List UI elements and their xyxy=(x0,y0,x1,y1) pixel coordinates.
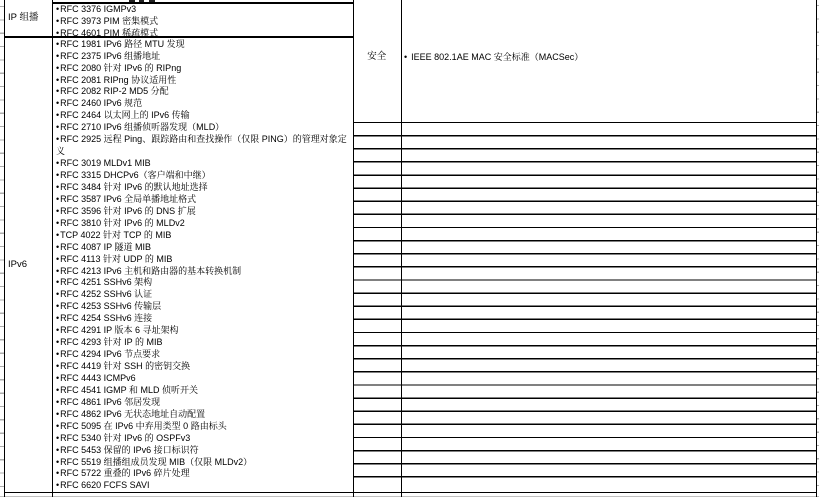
list-item-text: RFC 2375 IPv6 组播地址 xyxy=(60,50,161,61)
bullet-icon: • xyxy=(56,444,60,455)
bullet-icon: • xyxy=(56,134,60,145)
list-item-text: RFC 4601 PIM 稀疏模式 xyxy=(60,28,159,39)
list-item-text: RFC 4113 针对 UDP 的 MIB xyxy=(60,253,173,264)
list-item-text: TCP 4022 针对 TCP 的 MIB xyxy=(60,229,172,240)
list-item-text: RFC 3484 针对 IPv6 的默认地址选择 xyxy=(60,181,208,192)
bullet-icon: • xyxy=(56,181,60,192)
list-item-text: RFC 4251 SSHv6 架构 xyxy=(60,277,153,288)
list-item-text: RFC 2082 RIP-2 MD5 分配 xyxy=(60,86,169,97)
list-item-text: RFC 3810 针对 IPv6 的 MLDv2 xyxy=(60,217,185,228)
bullet-icon: • xyxy=(56,265,60,276)
list-item xyxy=(56,325,349,337)
list-item-text: RFC 3376 IGMPv3 xyxy=(60,3,137,14)
list-item xyxy=(56,170,349,182)
bullet-icon: • xyxy=(56,456,60,467)
bullet-icon: • xyxy=(56,480,60,491)
list-item xyxy=(56,158,349,170)
list-item-text: RFC 5722 重叠的 IPv6 碎片处理 xyxy=(60,468,190,479)
bullet-icon: • xyxy=(56,277,60,288)
list-item-text: RFC 4254 SSHv6 连接 xyxy=(60,313,153,324)
category-label-ip-multicast: IP 组播 xyxy=(8,12,39,23)
list-item-text: RFC 3587 IPv6 全局单播地址格式 xyxy=(60,193,197,204)
bullet-icon: • xyxy=(56,74,60,85)
list-item xyxy=(56,385,349,397)
list-item-text: RFC 4862 IPv6 无状态地址自动配置 xyxy=(60,408,206,419)
list-item xyxy=(56,15,349,27)
bullet-icon: • xyxy=(56,301,60,312)
list-item-text: RFC 5340 针对 IPv6 的 OSPFv3 xyxy=(60,432,191,443)
list-item xyxy=(56,289,349,301)
bullet-icon: • xyxy=(56,408,60,419)
category-label-security: 安全 xyxy=(367,51,387,62)
bullet-icon: • xyxy=(56,50,60,61)
bullet-icon: • xyxy=(56,241,60,252)
bullet-icon: • xyxy=(56,349,60,360)
list-item xyxy=(56,313,349,325)
bullet-icon: • xyxy=(56,325,60,336)
category-cell-security xyxy=(353,0,402,114)
list-item xyxy=(56,266,349,278)
bullet-icon: • xyxy=(56,229,60,240)
bullet-icon: • xyxy=(56,193,60,204)
list-item-text: RFC 3315 DHCPv6（客户端和中继） xyxy=(60,170,211,180)
list-item-text: RFC 3019 MLDv1 MIB xyxy=(60,158,151,169)
list-item-text: RFC 4291 IP 版本 6 寻址架构 xyxy=(60,325,179,336)
list-item xyxy=(56,75,349,87)
list-item-text: RFC 5453 保留的 IPv6 接口标识符 xyxy=(60,444,199,455)
list-item-text: RFC 2081 RIPng 协议适用性 xyxy=(60,74,177,85)
list-item-text: RFC 4253 SSHv6 传输层 xyxy=(60,301,162,312)
bullet-icon: • xyxy=(56,28,60,39)
bullet-icon: • xyxy=(56,170,60,180)
list-item xyxy=(56,110,349,122)
list-item xyxy=(56,86,349,98)
list-item xyxy=(56,218,349,230)
list-item xyxy=(56,194,349,206)
bullet-icon: • xyxy=(56,38,60,49)
bullet-icon: • xyxy=(56,289,60,300)
bullet-icon: • xyxy=(404,51,408,62)
empty-row-grid xyxy=(353,135,818,478)
list-item-text: RFC 4443 ICMPv6 xyxy=(60,372,136,383)
list-item-text: RFC 5519 组播组成员发现 MIB（仅限 MLDv2） xyxy=(60,456,253,467)
list-item-text: RFC 4419 针对 SSH 的密钥交换 xyxy=(60,361,191,371)
bullet-icon: • xyxy=(56,372,60,383)
list-item-text: RFC 4087 IP 隧道 MIB xyxy=(60,241,152,252)
list-item xyxy=(56,361,349,373)
list-item xyxy=(56,51,349,63)
list-item-text: RFC 4213 IPv6 主机和路由器的基本转换机制 xyxy=(60,265,242,276)
list-item xyxy=(56,457,349,469)
list-item xyxy=(56,63,349,75)
ipv6-rfc-list xyxy=(56,39,349,493)
bullet-icon: • xyxy=(56,253,60,264)
category-cell-ip-multicast xyxy=(4,0,56,36)
bullet-icon: • xyxy=(56,15,60,26)
list-item xyxy=(56,230,349,242)
bullet-icon: • xyxy=(56,313,60,324)
list-item-text: RFC 3973 PIM 密集模式 xyxy=(60,15,159,26)
list-item xyxy=(404,52,809,63)
list-item-text: RFC 2464 以太网上的 IPv6 传输 xyxy=(60,110,190,121)
bullet-icon: • xyxy=(56,3,60,14)
list-item-text: RFC 2080 针对 IPv6 的 RIPng xyxy=(60,62,182,73)
list-item-text: RFC 4541 IGMP 和 MLD 侦听开关 xyxy=(60,384,199,395)
list-item-text: RFC 1981 IPv6 路径 MTU 发现 xyxy=(60,38,185,49)
list-item-text: RFC 5095 在 IPv6 中弃用类型 0 路由标头 xyxy=(60,420,227,431)
bullet-icon: • xyxy=(56,110,60,121)
list-item-text: RFC 4252 SSHv6 认证 xyxy=(60,289,153,300)
list-item xyxy=(56,206,349,218)
list-item xyxy=(56,301,349,313)
list-item xyxy=(56,373,349,385)
list-item xyxy=(56,480,349,492)
list-item-text: RFC 4294 IPv6 节点要求 xyxy=(60,349,161,360)
list-item xyxy=(56,277,349,289)
list-item-text: RFC 2925 远程 Ping、跟踪路由和查找操作（仅限 PING）的管理对象定义 xyxy=(56,134,347,157)
bullet-icon: • xyxy=(56,62,60,73)
list-item-text: RFC 4293 针对 IP 的 MIB xyxy=(60,337,163,348)
category-label-ipv6: IPv6 xyxy=(8,259,28,270)
list-item xyxy=(56,421,349,433)
bullet-icon: • xyxy=(56,468,60,479)
bullet-icon: • xyxy=(56,361,60,371)
list-item xyxy=(56,433,349,445)
bullet-icon: • xyxy=(56,396,60,407)
ip-multicast-rfc-list xyxy=(56,3,349,40)
list-item xyxy=(56,254,349,266)
list-item xyxy=(56,242,349,254)
list-item-text: RFC 2460 IPv6 规范 xyxy=(60,98,143,109)
list-item-text: RFC 2710 IPv6 组播侦听器发现（MLD） xyxy=(60,122,225,133)
bullet-icon: • xyxy=(56,86,60,97)
list-item xyxy=(56,98,349,110)
list-item xyxy=(56,134,349,158)
row-border-security-bottom xyxy=(353,122,818,124)
list-item xyxy=(56,445,349,457)
bullet-icon: • xyxy=(56,217,60,228)
bullet-icon: • xyxy=(56,337,60,348)
list-item-text: IEEE 802.1AE MAC 安全标准（MACSec） xyxy=(411,51,584,62)
bullet-icon: • xyxy=(56,384,60,395)
list-item-text: RFC 4861 IPv6 邻居发现 xyxy=(60,396,161,407)
bullet-icon: • xyxy=(56,432,60,443)
bullet-icon: • xyxy=(56,420,60,431)
list-item xyxy=(56,397,349,409)
list-item xyxy=(56,182,349,194)
security-standards-list xyxy=(404,52,809,63)
bullet-icon: • xyxy=(56,205,60,216)
bullet-icon: • xyxy=(56,122,60,133)
list-item xyxy=(56,409,349,421)
list-item xyxy=(56,122,349,134)
list-item-text: RFC 3596 针对 IPv6 的 DNS 扩展 xyxy=(60,205,196,216)
category-cell-ipv6 xyxy=(4,38,56,492)
bullet-icon: • xyxy=(56,98,60,109)
list-item xyxy=(56,3,349,15)
list-item xyxy=(56,468,349,480)
list-item xyxy=(56,27,349,39)
bullet-icon: • xyxy=(56,158,60,169)
list-item xyxy=(56,39,349,51)
list-item xyxy=(56,337,349,349)
list-item xyxy=(56,349,349,361)
list-item-text: RFC 6620 FCFS SAVI xyxy=(60,480,150,491)
